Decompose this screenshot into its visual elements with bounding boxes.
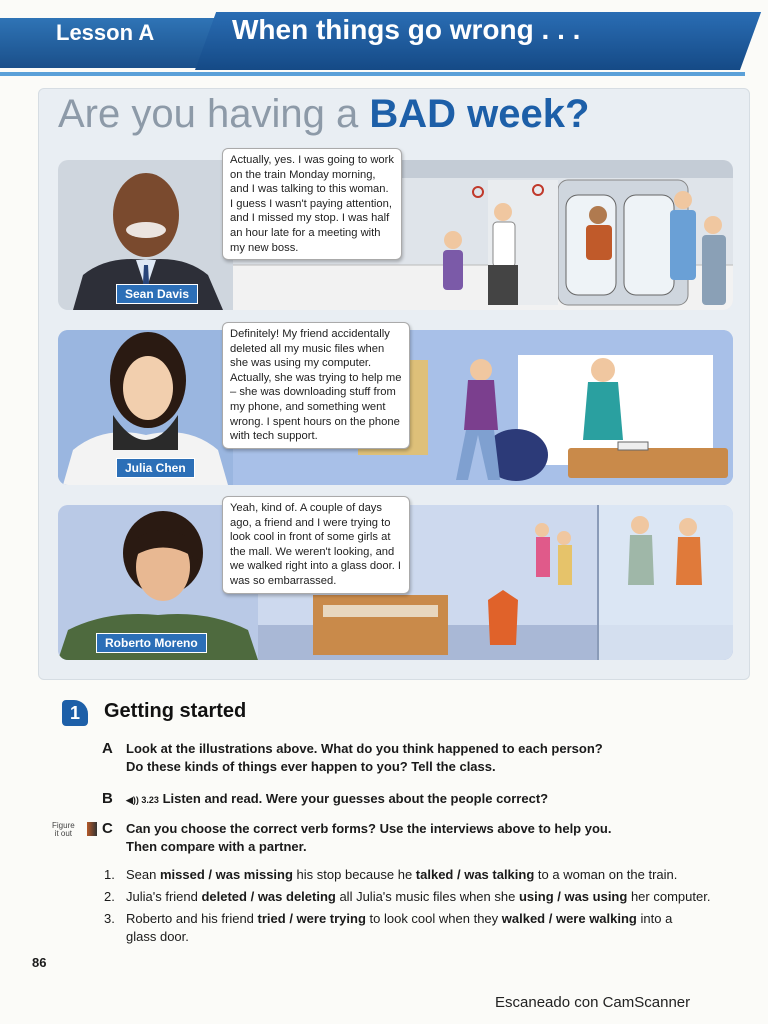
header-stripe — [0, 72, 745, 76]
name-tag-roberto: Roberto Moreno — [96, 633, 207, 653]
name-tag-sean: Sean Davis — [116, 284, 198, 304]
item-text: to a woman on the train. — [534, 867, 678, 882]
banner-title-part1: Are you having a — [58, 92, 370, 136]
instruction-a-line1: Look at the illustrations above. What do you think happened to each person? — [126, 741, 603, 756]
item-text: Roberto and his friend — [126, 911, 258, 926]
item-text: into a — [636, 911, 673, 926]
instruction-c — [126, 820, 726, 856]
item-text: to look cool when they — [365, 911, 502, 926]
figure-it-out-label — [52, 822, 75, 838]
verb-choice[interactable]: walked / were walking — [501, 911, 637, 926]
letter-b: B — [102, 790, 113, 807]
exercise-number-badge: 1 — [62, 700, 88, 726]
banner-title-part2: BAD week? — [369, 92, 590, 136]
instruction-b-text: Listen and read. Were your guesses about the people correct? — [162, 791, 549, 806]
list-item — [104, 866, 744, 884]
instruction-a-line2: Do these kinds of things ever happen to you? Tell the class. — [126, 759, 496, 774]
verb-choice[interactable]: deleted / was deleting — [201, 889, 336, 904]
verb-choice[interactable]: using / was using — [518, 889, 628, 904]
verb-choice[interactable]: talked / was talking — [415, 867, 535, 882]
letter-a: A — [102, 740, 113, 757]
verb-choice[interactable]: tried / were trying — [257, 911, 366, 926]
page-number: 86 — [32, 955, 47, 970]
item-text: his stop because he — [292, 867, 416, 882]
audio-track-icon[interactable]: ◀)) 3.23 — [126, 795, 159, 805]
item-number: 2. — [104, 889, 115, 904]
speech-bubble-sean: Actually, yes. I was going to work on the train Monday morning, and I was talking to this woman. I guess I wasn't paying attention, and I missed my stop. I was half an hour late for a meeting with my new boss. — [222, 148, 402, 260]
item-text: her computer. — [627, 889, 711, 904]
list-item — [104, 910, 744, 946]
instruction-b — [126, 790, 726, 809]
speech-bubble-roberto: Yeah, kind of. A couple of days ago, a friend and I were trying to look cool in front of some girls at the mall. We weren't looking, and we walked right into a glass door. I was so embarrassed. — [222, 496, 410, 594]
instruction-c-line1: Can you choose the correct verb forms? Use the interviews above to help you. — [126, 821, 612, 836]
item-text: Julia's friend — [126, 889, 202, 904]
verb-choice[interactable]: missed / was missing — [159, 867, 293, 882]
speech-bubble-julia: Definitely! My friend accidentally deleted all my music files when she was using my computer. Actually, she was trying to help me – she was downloading stuff from my phone, and something went wrong. I spent hours on the phone with tech support. — [222, 322, 410, 449]
figure-it-out-icon — [87, 822, 97, 836]
figure-it-out-line2: it out — [54, 829, 73, 838]
item-text: glass door. — [126, 929, 189, 944]
lesson-label: Lesson A — [56, 20, 155, 45]
instruction-a — [126, 740, 726, 776]
scanner-watermark: Escaneado con CamScanner — [495, 994, 691, 1011]
letter-c: C — [102, 820, 113, 837]
item-number: 1. — [104, 867, 115, 882]
item-number: 3. — [104, 911, 115, 926]
name-tag-julia: Julia Chen — [116, 458, 195, 478]
figure-it-out-line1: Figure — [52, 821, 75, 830]
banner-title — [58, 92, 589, 137]
item-text: Sean — [126, 867, 160, 882]
lesson-title: When things go wrong . . . — [232, 14, 581, 45]
list-item — [104, 888, 744, 906]
section-title: Getting started — [104, 700, 247, 722]
item-text: all Julia's music files when she — [335, 889, 519, 904]
instruction-c-line2: Then compare with a partner. — [126, 839, 307, 854]
